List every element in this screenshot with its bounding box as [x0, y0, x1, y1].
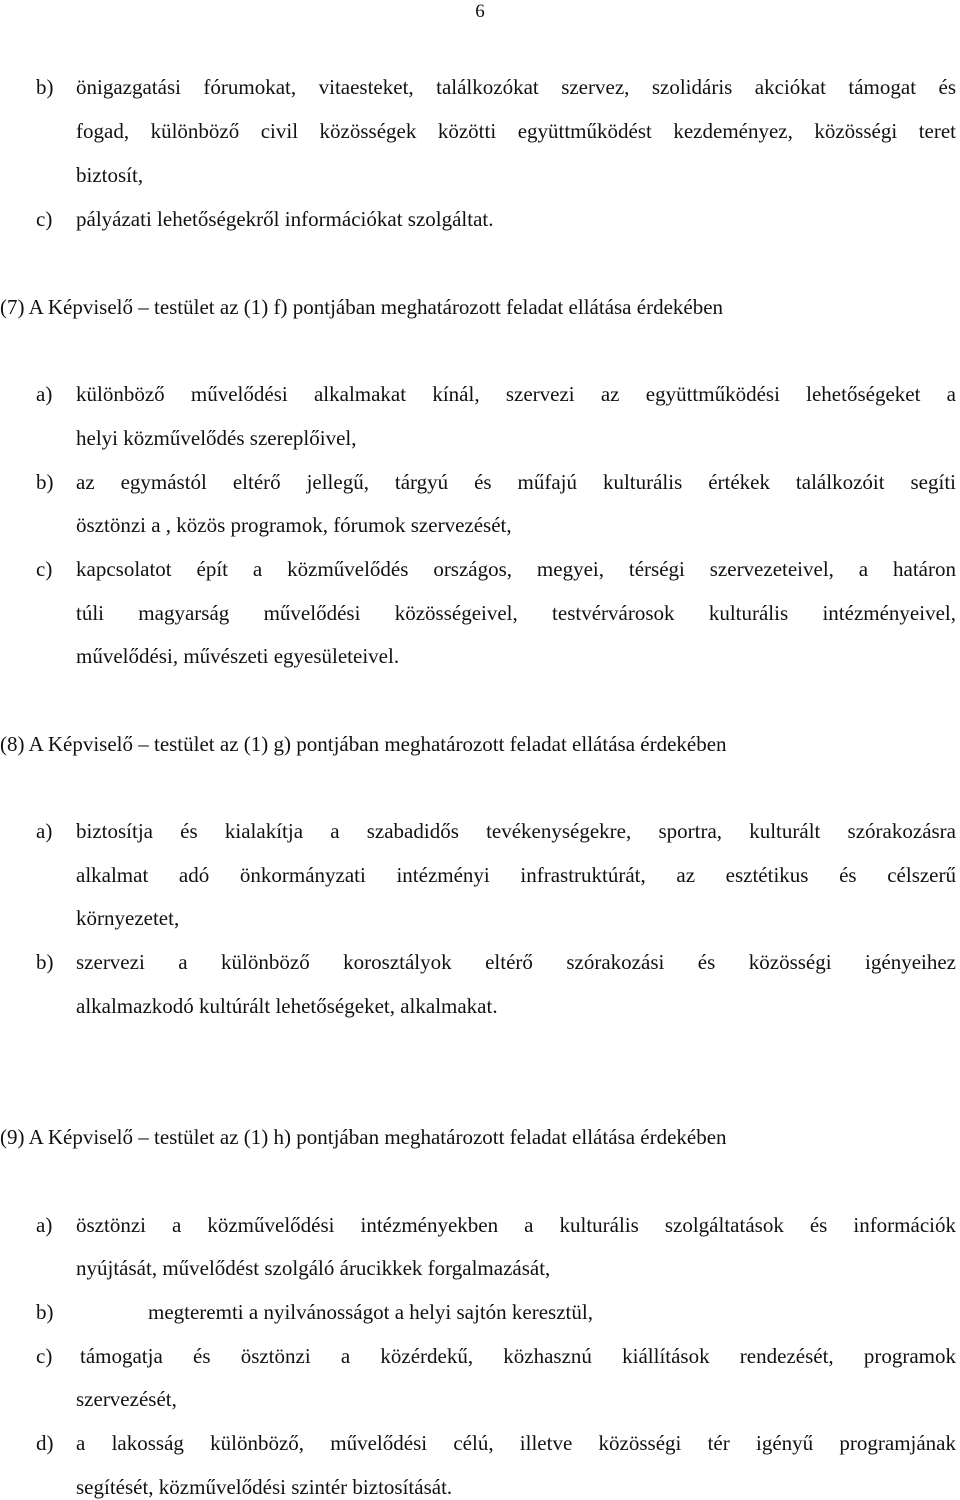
list-item-line: alkalmat adó önkormányzati intézményi infrastruktúrát, az esztétikus és célszerű: [76, 863, 956, 887]
section-heading: (7) A Képviselő – testület az (1) f) pontjában meghatározott feladat ellátása érdekében: [0, 295, 724, 319]
list-item-line: a lakosság különböző, művelődési célú, illetve közösségi tér igényű programjának: [76, 1431, 956, 1455]
list-item-line: pályázati lehetőségekről információkat szolgáltat.: [76, 207, 494, 231]
list-item-line: segítését, közművelődési szintér biztosítását.: [76, 1475, 453, 1499]
list-item-line: kapcsolatot épít a közművelődés országos, megyei, térségi szervezeteivel, a határon: [76, 557, 956, 581]
list-item-line: ösztönzi a közművelődési intézményekben a kulturális szolgáltatások és információk: [76, 1213, 956, 1237]
list-label: b): [36, 75, 54, 99]
list-item-line: különböző művelődési alkalmakat kínál, szervezi az együttműködési lehetőségeket a: [76, 382, 956, 406]
list-label: a): [36, 382, 53, 406]
list-item-line: megteremti a nyilvánosságot a helyi sajtón keresztül,: [148, 1300, 593, 1324]
list-item-line: szervezi a különböző korosztályok eltérő szórakozási és közösségi igényeihez: [76, 950, 956, 974]
list-item-line: művelődési, művészeti egyesületeivel.: [76, 644, 400, 668]
list-label: c): [36, 1344, 53, 1368]
list-item-line: alkalmazkodó kultúrált lehetőségeket, alkalmakat.: [76, 994, 498, 1018]
list-label: c): [36, 557, 53, 581]
list-item-line: szervezését,: [76, 1387, 177, 1411]
list-item-line: fogad, különböző civil közösségek közötti együttműködést kezdeményez, közösségi teret: [76, 119, 956, 143]
section-heading: (8) A Képviselő – testület az (1) g) pontjában meghatározott feladat ellátása érdekében: [0, 732, 727, 756]
list-label: b): [36, 950, 54, 974]
section-heading: (9) A Képviselő – testület az (1) h) pontjában meghatározott feladat ellátása érdekében: [0, 1125, 727, 1149]
list-item-line: önigazgatási fórumokat, vitaesteket, találkozókat szervez, szolidáris akciókat támogat és: [76, 75, 956, 99]
list-label: b): [36, 1300, 54, 1324]
list-item-line: nyújtását, művelődést szolgáló árucikkek forgalmazását,: [76, 1256, 551, 1280]
list-item-line: környezetet,: [76, 906, 180, 930]
list-label: a): [36, 819, 53, 843]
list-item-line: ösztönzi a , közös programok, fórumok szervezését,: [76, 513, 512, 537]
list-label: b): [36, 470, 54, 494]
list-item-line: támogatja és ösztönzi a közérdekű, közhasznú kiállítások rendezését, programok: [80, 1344, 956, 1368]
page-number: 6: [475, 1, 485, 22]
list-item-line: biztosítja és kialakítja a szabadidős tevékenységekre, sportra, kulturált szórakozásra: [76, 819, 956, 843]
list-label: c): [36, 207, 53, 231]
list-label: a): [36, 1213, 53, 1237]
list-item-line: túli magyarság művelődési közösségeivel, testvérvárosok kulturális intézményeivel,: [76, 601, 956, 625]
list-item-line: biztosít,: [76, 163, 144, 187]
list-item-line: helyi közművelődés szereplőivel,: [76, 426, 357, 450]
list-label: d): [36, 1431, 54, 1455]
list-item-line: az egymástól eltérő jellegű, tárgyú és műfajú kulturális értékek találkozóit segíti: [76, 470, 956, 494]
